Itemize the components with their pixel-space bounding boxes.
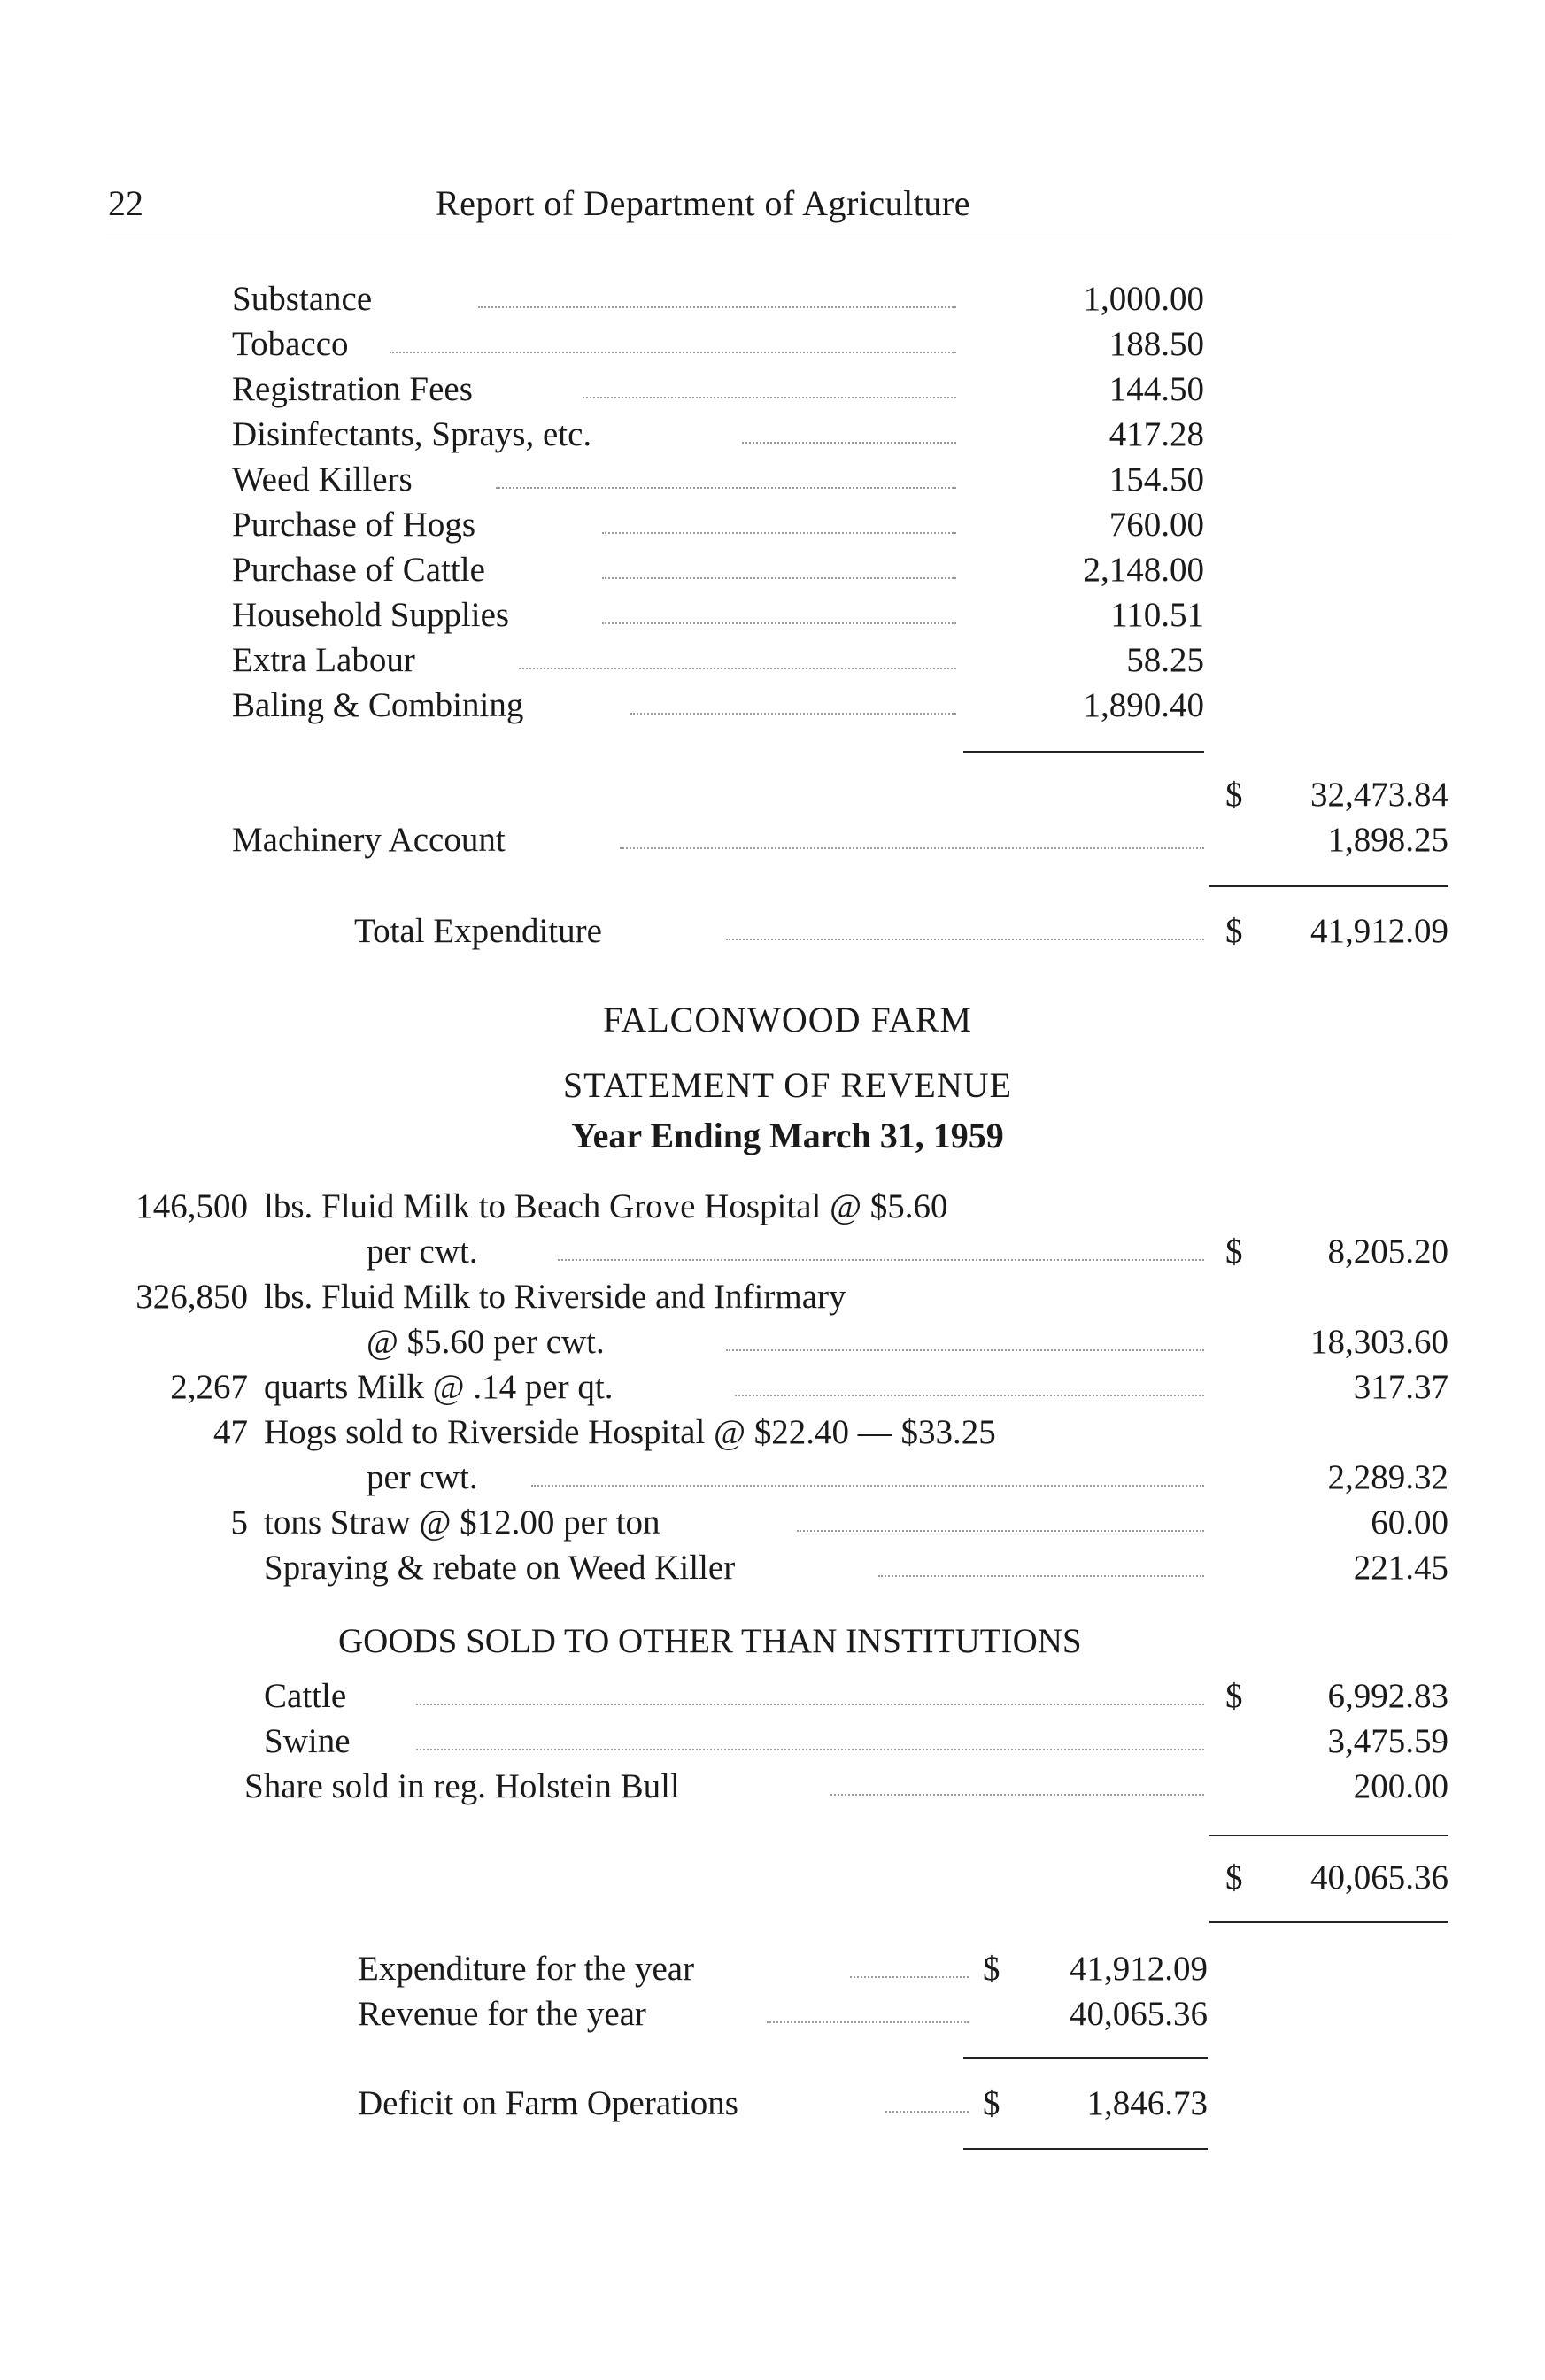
revenue-amount: 8,205.20 — [1327, 1232, 1448, 1271]
leader-dots — [602, 532, 956, 534]
statement-title-text: STATEMENT OF REVENUE — [562, 1065, 1013, 1105]
leader-dots — [767, 2021, 969, 2023]
expenditure-amount: 154.50 — [1109, 460, 1204, 498]
revenue-desc: Hogs sold to Riverside Hospital @ $22.40 — $33.25 — [264, 1413, 996, 1451]
revenue-desc-cont: per cwt. — [367, 1458, 478, 1496]
leader-dots — [390, 352, 956, 353]
deficit-label: Deficit on Farm Operations — [358, 2084, 738, 2122]
revenue-total-underline — [1209, 1921, 1448, 1923]
leader-dots — [531, 1485, 1204, 1487]
farm-title-text: FALCONWOOD FARM — [603, 1000, 972, 1039]
revenue-qty: 326,850 — [135, 1278, 248, 1316]
statement-title — [0, 1065, 1545, 1105]
revenue-desc: lbs. Fluid Milk to Riverside and Infirmary — [264, 1278, 846, 1316]
revenue-desc-cont: per cwt. — [367, 1232, 478, 1271]
running-title: Report of Department of Agriculture — [436, 183, 970, 223]
goods-label: Swine — [264, 1722, 351, 1760]
expenditure-label: Extra Labour — [232, 641, 415, 679]
leader-dots — [726, 939, 1204, 940]
farm-title — [0, 1002, 1545, 1038]
goods-amount: 3,475.59 — [1327, 1722, 1448, 1760]
machinery-label: Machinery Account — [232, 821, 506, 859]
summary-revenue-label: Revenue for the year — [358, 1995, 646, 2033]
revenue-qty: 2,267 — [170, 1368, 248, 1406]
leader-dots — [478, 306, 956, 308]
leader-dots — [630, 713, 956, 715]
goods-amount: 6,992.83 — [1327, 1677, 1448, 1715]
leader-dots — [735, 1395, 1204, 1396]
total-expenditure-label: Total Expenditure — [354, 912, 602, 950]
goods-sold-heading: GOODS SOLD TO OTHER THAN INSTITUTIONS — [338, 1622, 1082, 1660]
expenditure-label: Purchase of Hogs — [232, 506, 476, 544]
leader-dots — [558, 1259, 1204, 1261]
expenditure-amount: 1,000.00 — [1083, 280, 1204, 318]
leader-dots — [602, 622, 956, 624]
leader-dots — [797, 1530, 1204, 1532]
total-rule — [1209, 885, 1448, 887]
leader-dots — [602, 577, 956, 579]
expenditure-amount: 188.50 — [1109, 325, 1204, 363]
expenditure-amount: 1,890.40 — [1083, 686, 1204, 724]
expenditure-label: Baling & Combining — [232, 686, 524, 724]
revenue-amount: 317.37 — [1353, 1368, 1448, 1406]
goods-label: Cattle — [264, 1677, 347, 1715]
subtotal-rule — [963, 751, 1204, 753]
total-expenditure-currency: $ — [1225, 912, 1243, 950]
expenditure-amount: 58.25 — [1126, 641, 1204, 679]
goods-label: Share sold in reg. Holstein Bull — [244, 1767, 680, 1805]
expenditure-amount: 417.28 — [1109, 415, 1204, 453]
revenue-amount: 18,303.60 — [1310, 1323, 1448, 1361]
revenue-desc: tons Straw @ $12.00 per ton — [264, 1503, 660, 1542]
summary-expenditure-amount: 41,912.09 — [1070, 1950, 1208, 1988]
leader-dots — [726, 1349, 1204, 1351]
revenue-amount: 221.45 — [1353, 1549, 1448, 1587]
leader-dots — [496, 487, 956, 489]
revenue-qty: 47 — [213, 1413, 248, 1451]
leader-dots — [830, 1794, 1204, 1796]
revenue-currency: $ — [1225, 1232, 1243, 1271]
deficit-amount: 1,846.73 — [1086, 2084, 1208, 2122]
leader-dots — [742, 442, 956, 444]
expenditure-amount: 760.00 — [1109, 506, 1204, 544]
expenditure-amount: 110.51 — [1110, 596, 1204, 634]
revenue-desc: Spraying & rebate on Weed Killer — [264, 1549, 736, 1587]
goods-amount: 200.00 — [1353, 1767, 1448, 1805]
leader-dots — [878, 1575, 1204, 1577]
year-title — [0, 1118, 1545, 1154]
revenue-desc: quarts Milk @ .14 per qt. — [264, 1368, 614, 1406]
summary-rule — [963, 2057, 1208, 2059]
revenue-desc-cont: @ $5.60 per cwt. — [367, 1323, 605, 1361]
expenditure-amount: 2,148.00 — [1083, 551, 1204, 589]
revenue-desc: lbs. Fluid Milk to Beach Grove Hospital @ $5.60 — [264, 1187, 948, 1225]
leader-dots — [416, 1749, 1204, 1750]
expenditure-label: Disinfectants, Sprays, etc. — [232, 415, 592, 453]
revenue-amount: 2,289.32 — [1327, 1458, 1448, 1496]
revenue-qty: 146,500 — [135, 1187, 248, 1225]
subtotal-currency: $ — [1225, 776, 1243, 814]
expenditure-amount: 144.50 — [1109, 370, 1204, 408]
revenue-total-currency: $ — [1225, 1858, 1243, 1897]
year-title-text: Year Ending March 31, 1959 — [571, 1116, 1004, 1155]
deficit-currency: $ — [983, 2084, 1000, 2122]
summary-revenue-amount: 40,065.36 — [1070, 1995, 1208, 2033]
leader-dots — [519, 668, 956, 669]
deficit-underline — [963, 2148, 1208, 2150]
summary-expenditure-label: Expenditure for the year — [358, 1950, 695, 1988]
revenue-total-amount: 40,065.36 — [1310, 1858, 1448, 1897]
total-expenditure-amount: 41,912.09 — [1310, 912, 1448, 950]
leader-dots — [620, 847, 1204, 849]
summary-expenditure-currency: $ — [983, 1950, 1000, 1988]
expenditure-label: Tobacco — [232, 325, 349, 363]
revenue-total-rule — [1209, 1835, 1448, 1836]
leader-dots — [416, 1704, 1204, 1705]
expenditure-label: Purchase of Cattle — [232, 551, 485, 589]
expenditure-label: Weed Killers — [232, 460, 413, 498]
goods-currency: $ — [1225, 1677, 1243, 1715]
leader-dots — [583, 397, 956, 398]
expenditure-label: Registration Fees — [232, 370, 473, 408]
revenue-qty: 5 — [230, 1503, 248, 1542]
revenue-amount: 60.00 — [1371, 1503, 1448, 1542]
expenditure-label: Household Supplies — [232, 596, 510, 634]
machinery-amount: 1,898.25 — [1327, 821, 1448, 859]
leader-dots — [850, 1976, 969, 1978]
page-number: 22 — [108, 183, 143, 223]
expenditure-label: Substance — [232, 280, 373, 318]
subtotal-amount: 32,473.84 — [1310, 776, 1448, 814]
leader-dots — [885, 2111, 969, 2113]
